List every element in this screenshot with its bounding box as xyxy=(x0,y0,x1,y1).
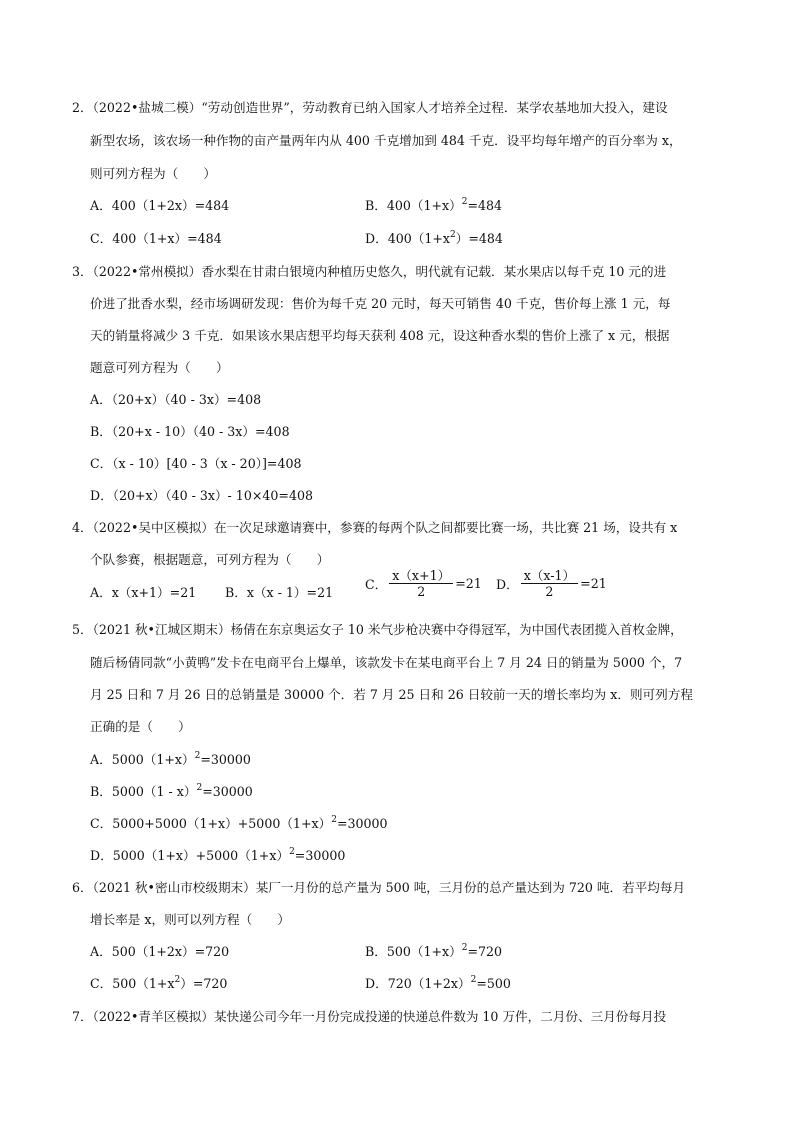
q3-option-a: A．（20+x）（40 - 3x）=408 xyxy=(90,392,262,407)
q5-stem-line-2: 随后杨倩同款“小黄鸭”发卡在电商平台上爆单，该款发卡在某电商平台上 7 月 24 日的销量为 5000 个，7 xyxy=(90,655,683,670)
q6-stem-line-2: 增长率是 x，则可以列方程（ ） xyxy=(90,912,291,927)
q2-option-c: C．400（1+x）=484 xyxy=(90,231,222,246)
q4-option-c: C． $\frac{x(x+1)}{2}$ =21 xyxy=(365,568,482,599)
q6-option-c: C．$500(1+x^2)=720$ xyxy=(90,975,228,991)
q4-option-d-fraction: $\frac{x(x-1)}{2}$ xyxy=(521,568,578,599)
q4-stem-line-2: 个队参赛，根据题意，可列方程为（ ） xyxy=(90,552,330,567)
q2-option-a: A．400（1+2x）=484 xyxy=(90,198,230,213)
q5-option-a: A．$5000(1+x)^2=30000$ xyxy=(90,751,251,767)
q2-option-d: D．$400(1+x^2)=484$ xyxy=(365,230,503,246)
q4-option-d: D． $\frac{x(x-1)}{2}$ =21 xyxy=(496,568,607,599)
q4-option-c-fraction: $\frac{x(x+1)}{2}$ xyxy=(389,568,453,599)
q6-option-b: B．$500(1+x)^2=720$ xyxy=(365,943,503,959)
q6-stem-line-1: 6．（2021 秋•密山市校级期末）某厂一月份的总产量为 500 吨，三月份的总产量达到为 720 吨．若平均每月 xyxy=(72,880,686,895)
q3-stem-line-3: 天的销量将减少 3 千克．如果该水果店想平均每天获利 408 元，设这种香水梨的售价上涨了 x 元，根据 xyxy=(90,328,670,343)
q6-option-a: A．500（1+2x）=720 xyxy=(90,944,230,959)
q2-option-b: B．$400(1+x)^2=484$ xyxy=(365,197,503,213)
q3-stem-line-1: 3．（2022•常州模拟）香水梨在甘肃白银境内种植历史悠久，明代就有记载．某水果店以每千克 10 元的进 xyxy=(72,264,667,279)
q5-stem-line-1: 5．（2021 秋•江城区期末）杨倩在东京奥运女子 10 米气步枪决赛中夺得冠军，为中国代表团揽入首枚金牌， xyxy=(72,622,683,637)
q2-stem-line-2: 新型农场，该农场一种作物的亩产量两年内从 400 千克增加到 484 千克．设平均每年增产的百分率为 x， xyxy=(90,133,682,148)
q5-option-c: C．$5000+5000(1+x)+5000(1+x)^2=30000$ xyxy=(90,815,388,831)
q3-option-c: C．（x - 10）[40 - 3（x - 20）]=408 xyxy=(90,456,302,471)
q5-stem-line-3: 月 25 日和 7 月 26 日的总销量是 30000 个．若 7 月 25 日和 26 日较前一天的增长率均为 x．则可列方程 xyxy=(90,687,693,702)
q3-option-b: B．（20+x - 10）（40 - 3x）=408 xyxy=(90,424,290,439)
q3-stem-line-2: 价进了批香水梨，经市场调研发现：售价为每千克 20 元时，每天可销售 40 千克，售价每上涨 1 元，每 xyxy=(90,296,671,311)
q3-stem-line-4: 题意可列方程为（ ） xyxy=(90,360,229,375)
q4-stem-line-1: 4．（2022•吴中区模拟）在一次足球邀请赛中，参赛的每两个队之间都要比赛一场，共比赛 21 场，设共有 x xyxy=(72,520,678,535)
q5-stem-line-4: 正确的是（ ） xyxy=(90,719,191,734)
q5-option-b: B．5000（1 - x）$^2$=30000 xyxy=(90,783,253,799)
q2-stem-line-3: 则可列方程为（ ） xyxy=(90,166,216,181)
q4-option-a: A．x（x+1）=21 xyxy=(90,585,197,600)
q2-stem-line-1: 2．（2022•盐城二模）“劳动创造世界”，劳动教育已纳入国家人才培养全过程．某学农基地加大投入，建设 xyxy=(72,100,668,115)
q3-option-d: D．（20+x）（40 - 3x）- 10×40=408 xyxy=(90,488,313,503)
q6-option-d: D．$720(1+2x)^2=500$ xyxy=(365,975,511,991)
q5-option-d: D．$5000(1+x)+5000(1+x)^2=30000$ xyxy=(90,847,346,863)
q7-stem-line-1: 7．（2022•青羊区模拟）某快递公司今年一月份完成投递的快递总件数为 10 万件，二月份、三月份每月投 xyxy=(72,1009,667,1024)
q4-option-b: B．x（x - 1）=21 xyxy=(225,585,334,600)
